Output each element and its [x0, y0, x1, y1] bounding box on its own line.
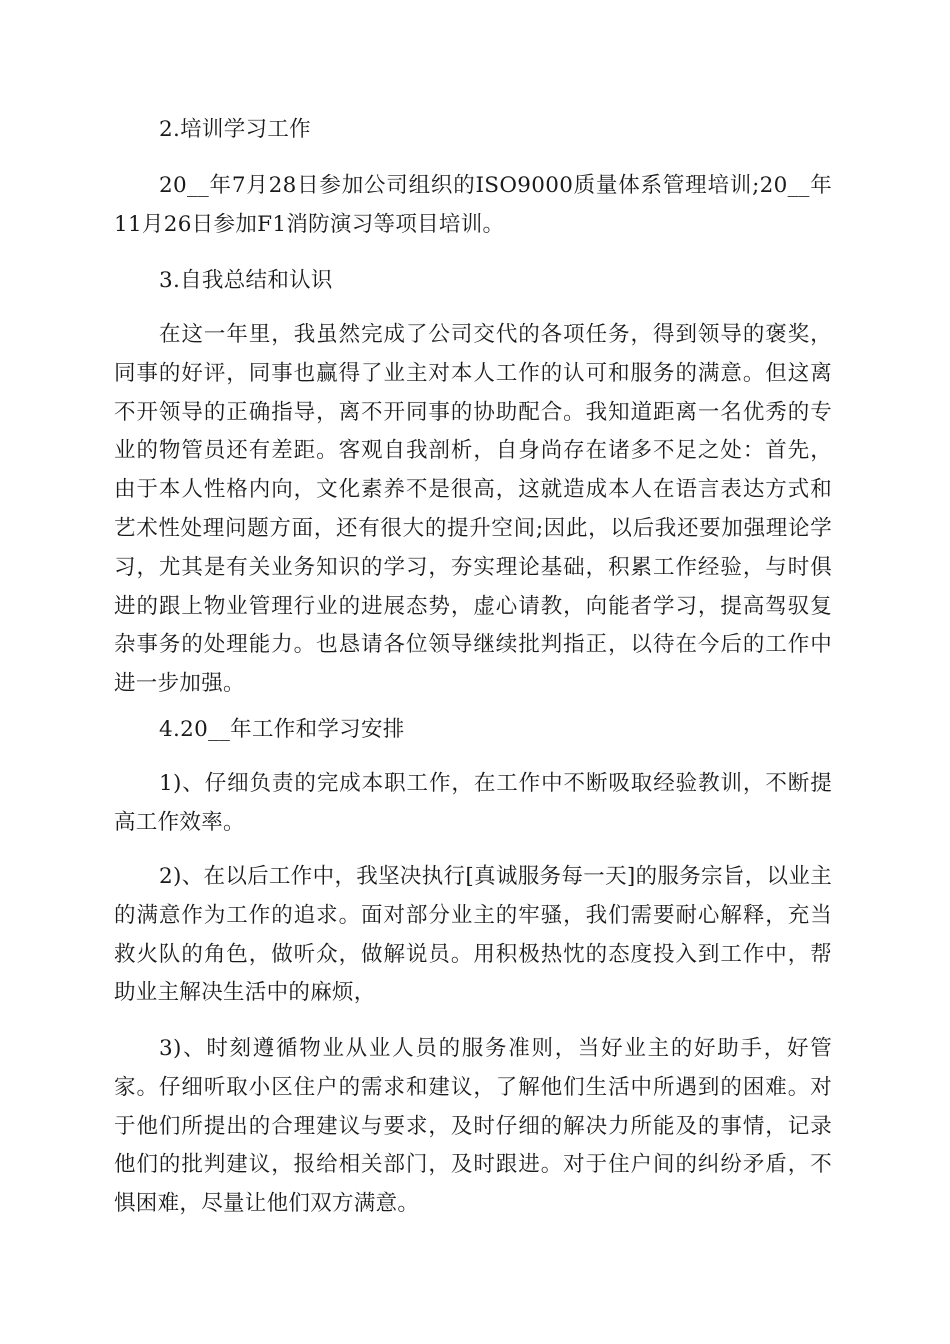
paragraph-plan-item-1: 1)、仔细负责的完成本职工作，在工作中不断吸取经验教训，不断提高工作效率。 [114, 771, 832, 835]
paragraph-plan-item-2: 2)、在以后工作中，我坚决执行[真诚服务每一天]的服务宗旨，以业主的满意作为工作的追求。面对部分业主的牢骚，我们需要耐心解释，充当救火队的角色，做听众，做解说员。用积极热忱的态度投入到工作中，帮助业主解决生活中的麻烦， [114, 864, 832, 1006]
section-heading-training: 2.培训学习工作 [159, 117, 311, 142]
section-heading-self-summary: 3.自我总结和认识 [159, 268, 333, 293]
paragraph-self-summary: 在这一年里，我虽然完成了公司交代的各项任务，得到领导的褒奖，同事的好评，同事也赢得了业主对本人工作的认可和服务的满意。但这离不开领导的正确指导，离不开同事的协助配合。我知道距离一名优秀的专业的物管员还有差距。客观自我剖析，自身尚存在诸多不足之处：首先，由于本人性格内向，文化素养不是很高，这就造成本人在语言表达方式和艺术性处理问题方面，还有很大的提升空间;因此，以后我还要加强理论学习，尤其是有关业务知识的学习，夯实理论基础，积累工作经验，与时俱进的跟上物业管理行业的进展态势，虚心请教，向能者学习，提高驾驭复杂事务的处理能力。也恳请各位领导继续批判指正，以待在今后的工作中进一步加强。 [114, 322, 832, 697]
section-heading-plan: 4.20__年工作和学习安排 [159, 717, 405, 742]
paragraph-training: 20__年7月28日参加公司组织的ISO9000质量体系管理培训;20__年11月26日参加F1消防演习等项目培训。 [114, 173, 832, 237]
paragraph-plan-item-3: 3)、时刻遵循物业从业人员的服务准则，当好业主的好助手，好管家。仔细听取小区住户的需求和建议，了解他们生活中所遇到的困难。对于他们所提出的合理建议与要求，及时仔细的解决力所能及的事情，记录他们的批判建议，报给相关部门，及时跟进。对于住户间的纠纷矛盾，不惧困难，尽量让他们双方满意。 [114, 1036, 832, 1217]
